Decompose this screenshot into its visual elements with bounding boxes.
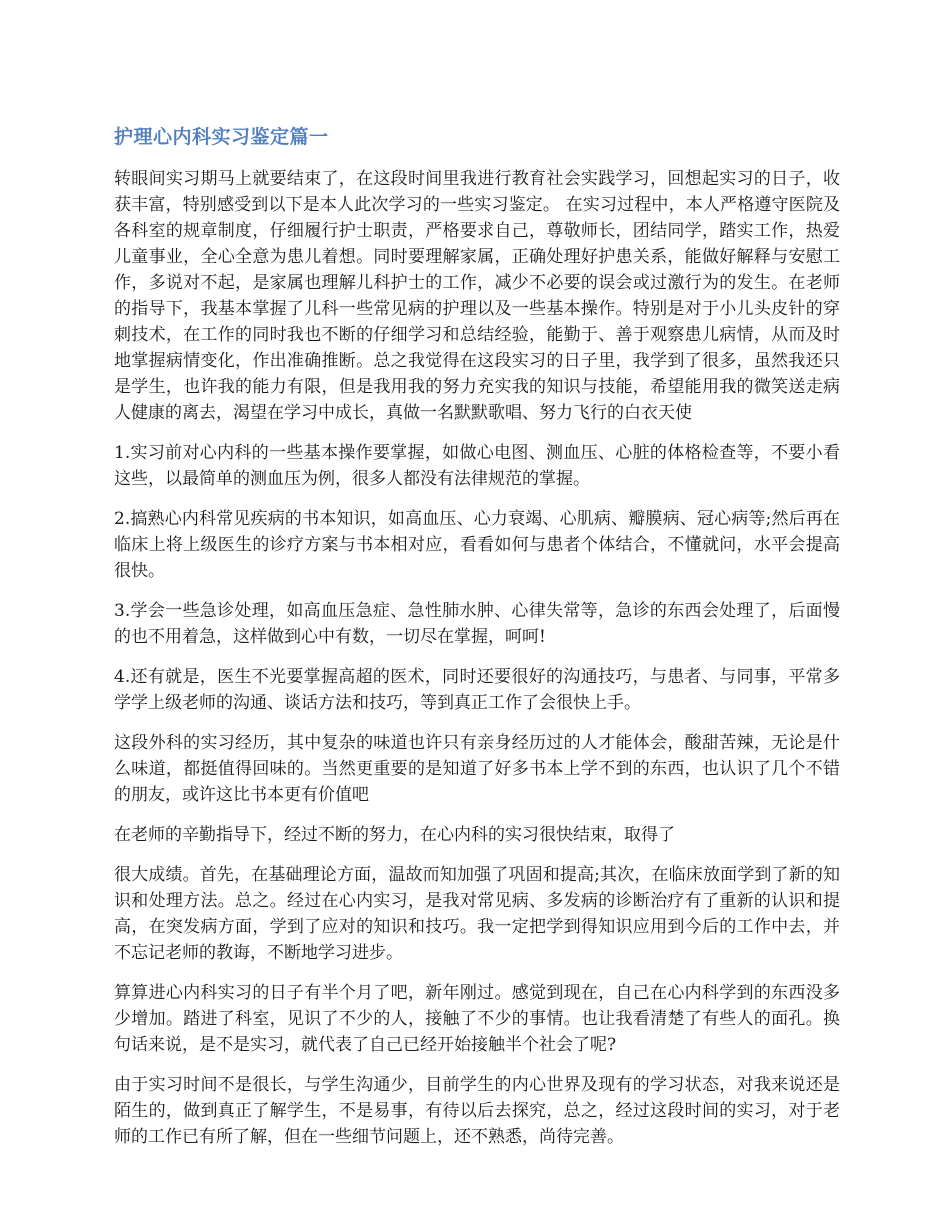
paragraph-experience: 这段外科的实习经历，其中复杂的味道也许只有亲身经历过的人才能体会，酸甜苦辣，无论是什么味道，都挺值得回味的。当然更重要的是知道了好多书本上学不到的东西，也认识了几个不错的朋友，或许这比书本更有价值吧: [114, 733, 840, 805]
paragraph-half-month: 算算进心内科实习的日子有半个月了吧，新年刚过。感觉到现在，自己在心内科学到的东西没多少增加。踏进了科室，见识了不少的人，接触了不少的事情。也让我看清楚了有些人的面孔。换句话来说，是不是实习，就代表了自己已经开始接触半个社会了呢?: [114, 983, 840, 1055]
page-title: 护理心内科实习鉴定篇一: [114, 126, 329, 148]
document-page: [114, 124, 840, 1164]
paragraph-conclusion: 由于实习时间不是很长，与学生沟通少，目前学生的内心世界及现有的学习状态，对我来说还是陌生的，做到真正了解学生，不是易事，有待以后去探究，总之，经过这段时间的实习，对于老师的工作已有所了解，但在一些细节问题上，还不熟悉，尚待完善。: [114, 1075, 840, 1147]
paragraph-achievements: 很大成绩。首先，在基础理论方面，温故而知加强了巩固和提高;其次，在临床放面学到了新的知识和处理方法。总之。经过在心内实习，是我对常见病、多发病的诊断治疗有了重新的认识和提高，在突发病方面，学到了应对的知识和技巧。我一定把学到得知识应用到今后的工作中去，并不忘记老师的教诲，不断地学习进步。: [114, 865, 840, 963]
paragraph-intro: 转眼间实习期马上就要结束了，在这段时间里我进行教育社会实践学习，回想起实习的日子，收获丰富，特别感受到以下是本人此次学习的一些实习鉴定。 在实习过程中，本人严格遵守医院及各科室的规章制度，仔细履行护士职责，严格要求自己，尊敬师长，团结同学，踏实工作，热爱儿童事业，全心全意为患儿着想。同时要理解家属，正确处理好护患关系，能做好解释与安慰工作，多说对不起，是家属也理解儿科护士的工作，减少不必要的误会或过激行为的发生。在老师的指导下，我基本掌握了儿科一些常见病的护理以及一些基本操作。特别是对于小儿头皮针的穿刺技术，在工作的同时我也不断的仔细学习和总结经验，能勤于、善于观察患儿病情，从而及时地掌握病情变化，作出准确推断。总之我觉得在这段实习的日子里，我学到了很多，虽然我还只是学生，也许我的能力有限，但是我用我的努力充实我的知识与技能，希望能用我的微笑送走病人健康的离去，渴望在学习中成长，真做一名默默歌唱、努力飞行的白衣天使: [114, 169, 840, 423]
paragraph-point-2: 2.搞熟心内科常见疾病的书本知识，如高血压、心力衰竭、心肌病、瓣膜病、冠心病等;然后再在临床上将上级医生的诊疗方案与书本相对应，看看如何与患者个体结合，不懂就问，水平会提高很快。: [114, 509, 840, 581]
paragraph-point-4: 4.还有就是，医生不光要掌握高超的医术，同时还要很好的沟通技巧，与患者、与同事，平常多学学上级老师的沟通、谈话方法和技巧，等到真正工作了会很快上手。: [114, 667, 840, 713]
paragraph-guidance: 在老师的辛勤指导下，经过不断的努力，在心内科的实习很快结束，取得了: [114, 825, 675, 845]
paragraph-point-1: 1.实习前对心内科的一些基本操作要掌握，如做心电图、测血压、心脏的体格检查等，不要小看这些，以最简单的测血压为例，很多人都没有法律规范的掌握。: [114, 443, 840, 489]
paragraph-point-3: 3.学会一些急诊处理，如高血压急症、急性肺水肿、心律失常等，急诊的东西会处理了，后面慢的也不用着急，这样做到心中有数，一切尽在掌握，呵呵!: [114, 601, 840, 647]
